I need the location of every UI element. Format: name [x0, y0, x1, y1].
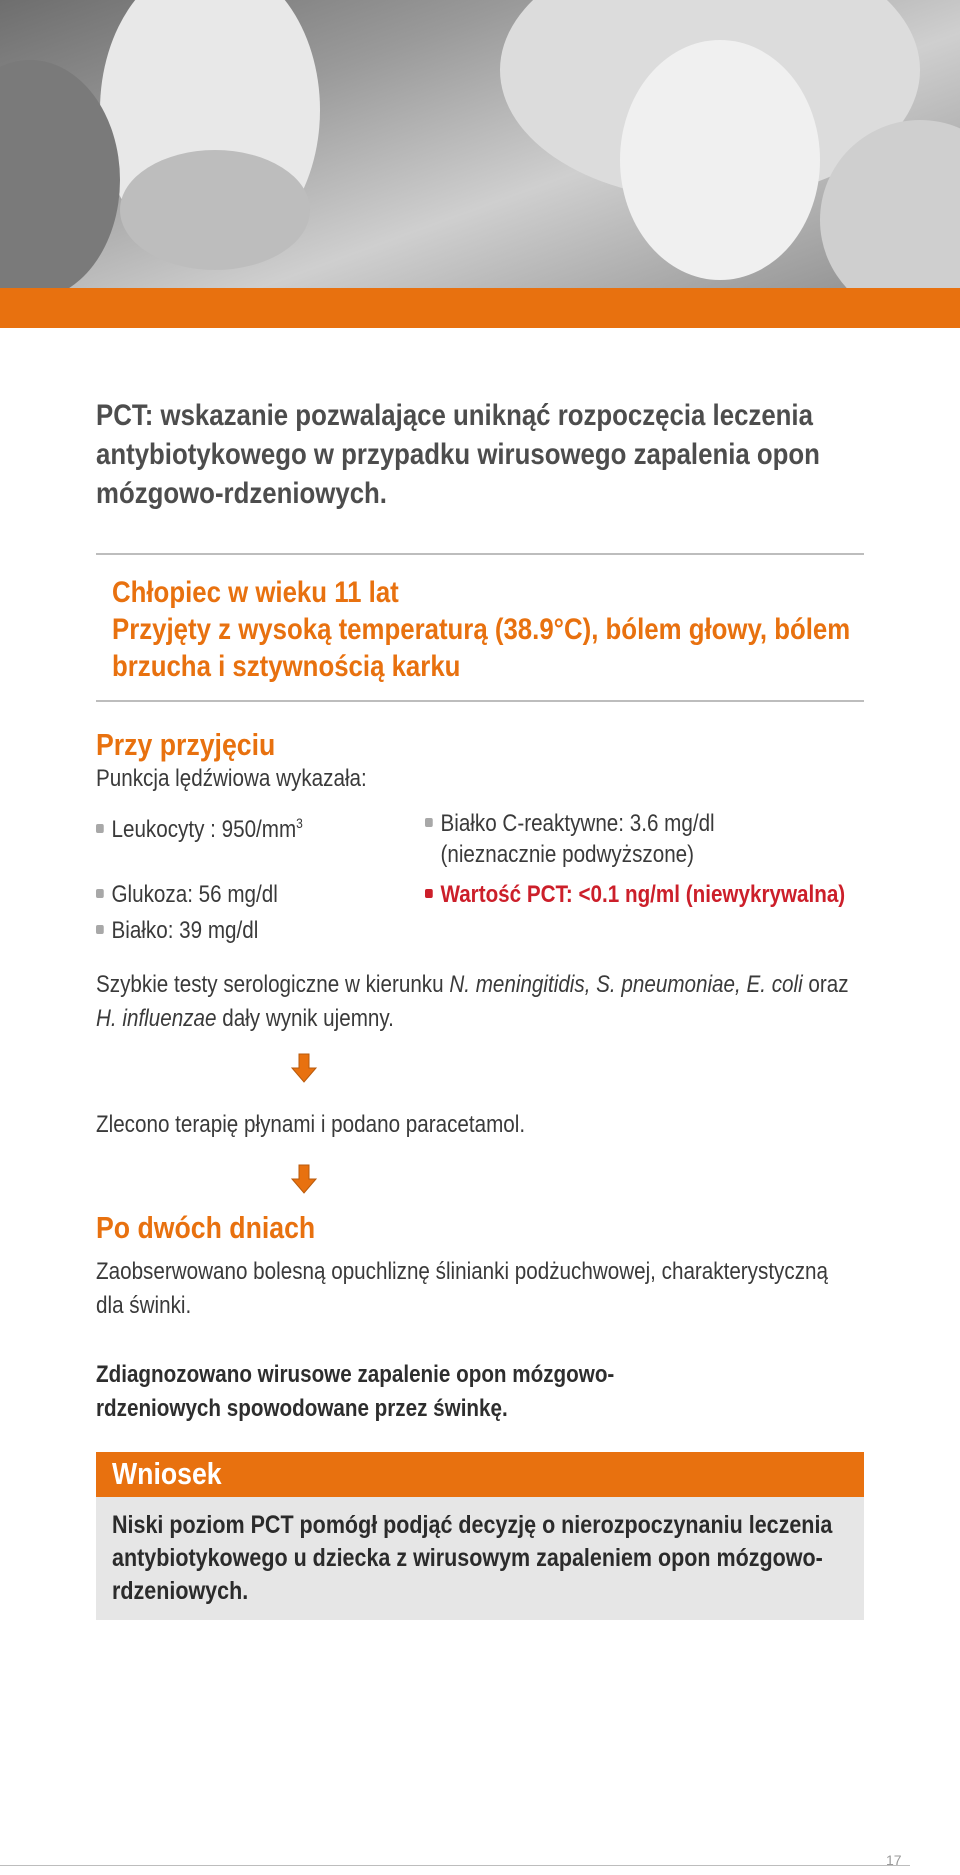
diagnosis-text: Zdiagnozowano wirusowe zapalenie opon mózgowo-rdzeniowych spowodowane przez świnkę.	[96, 1361, 615, 1422]
page-title: PCT: wskazanie pozwalające uniknąć rozpoczęcia leczenia antybiotykowego w przypadku wirusowego zapalenia opon mózgowo-rdzeniowych.	[96, 399, 820, 510]
conclusion-box	[96, 1497, 864, 1620]
therapy-text: Zlecono terapię płynami i podano paracetamol.	[96, 1111, 526, 1138]
header-accent-bar	[0, 288, 960, 328]
arrow-down-icon	[290, 1164, 318, 1194]
section-heading-after: Po dwóch dniach	[96, 1210, 316, 1245]
case-line-1: Chłopiec w wieku 11 lat	[112, 576, 399, 609]
page-number: 17	[886, 1852, 902, 1868]
pct-value-item: Wartość PCT: <0.1 ng/ml (niewykrywalna)	[425, 879, 845, 910]
divider-bottom	[96, 700, 864, 702]
section-heading-admission: Przy przyjęciu	[96, 727, 276, 762]
arrow-down-icon	[290, 1053, 318, 1083]
crp-note: (nieznacznie podwyższone)	[440, 841, 695, 868]
case-summary	[112, 574, 886, 685]
hero-photo	[0, 0, 960, 288]
case-line-2: Przyjęty z wysoką temperaturą (38.9°C), bólem głowy, bólem brzucha i sztywnością karku	[112, 613, 851, 683]
list-item: Białko: 39 mg/dl	[96, 915, 258, 946]
bullet-icon	[96, 889, 104, 898]
bullet-icon	[96, 925, 104, 934]
bullet-icon	[425, 818, 433, 827]
list-item: Glukoza: 56 mg/dl	[96, 879, 278, 910]
list-item: Leukocyty : $950/mm^3$	[96, 808, 303, 845]
observation-text: Zaobserwowano bolesną opuchliznę ślinianki podżuchwowej, charakterystyczną dla świnki.	[96, 1258, 828, 1319]
bullet-icon	[96, 824, 104, 833]
conclusion-text: Niski poziom PCT pomógł podjąć decyzję o nierozpoczynaniu leczenia antybiotykowego u dziecka z wirusowym zapaleniem opon mózgowo-rdzeniowych.	[112, 1511, 833, 1605]
list-item: Białko C-reaktywne: 3.6 mg/dl (nieznacznie podwyższone)	[425, 808, 715, 870]
divider-top	[96, 553, 864, 555]
footer-rule	[0, 1865, 910, 1866]
admission-intro: Punkcja lędźwiowa wykazała:	[96, 765, 367, 792]
bullet-icon	[425, 889, 433, 898]
serology-text: Szybkie testy serologiczne w kierunku N. meningitidis, S. pneumoniae, E. coli oraz H. influenzae dały wynik ujemny.	[96, 971, 849, 1032]
conclusion-header	[96, 1452, 864, 1497]
conclusion-heading: Wniosek	[112, 1456, 222, 1491]
